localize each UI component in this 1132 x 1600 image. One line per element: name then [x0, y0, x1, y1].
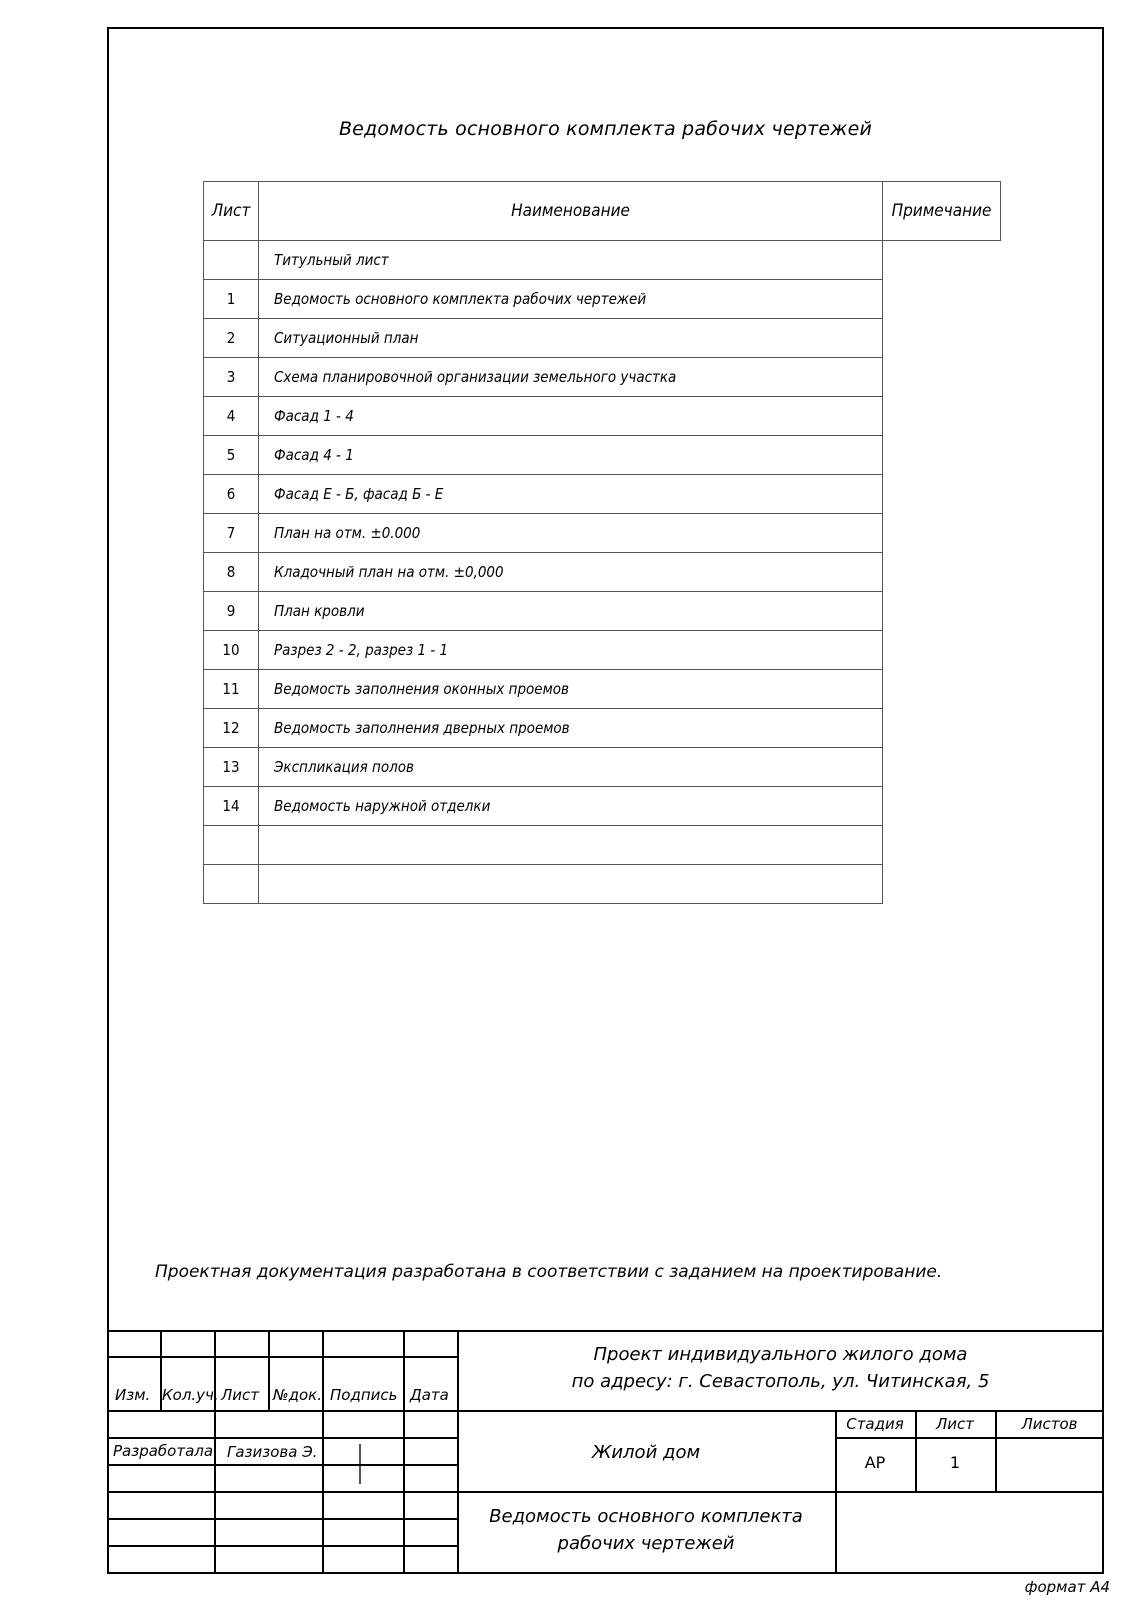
table-header-row — [204, 182, 1001, 241]
header-sheet: Лист — [204, 182, 259, 241]
project-title-line1: Проект индивидуального жилого дома — [593, 1344, 968, 1365]
row-sheet-name: Разрез 2 - 2, разрез 1 - 1 — [259, 631, 883, 670]
row-sheet-name: Фасад 1 - 4 — [259, 397, 883, 436]
doc-name-line1: Ведомость основного комплекта — [489, 1506, 803, 1527]
row-sheet-number: 14 — [204, 787, 259, 826]
row-sheet-number: 3 — [204, 358, 259, 397]
table-row — [204, 787, 1001, 826]
row-sheet-name — [259, 826, 883, 865]
row-sheet-number: 9 — [204, 592, 259, 631]
row-sheet-number: 6 — [204, 475, 259, 514]
stamp-col-docnum: №док. — [273, 1386, 322, 1404]
row-sheet-number: 4 — [204, 397, 259, 436]
row-sheet-name: Фасад Е - Б, фасад Б - Е — [259, 475, 883, 514]
row-sheet-name: Ситуационный план — [259, 319, 883, 358]
header-note: Примечание — [883, 182, 1001, 241]
table-row — [204, 514, 1001, 553]
row-sheet-name: Кладочный план на отм. ±0,000 — [259, 553, 883, 592]
row-sheet-name: Ведомость наружной отделки — [259, 787, 883, 826]
stamp-col-signature: Подпись — [330, 1386, 398, 1404]
row-sheet-number — [204, 865, 259, 904]
table-row — [204, 436, 1001, 475]
sheets-label: Листов — [1021, 1415, 1078, 1433]
sheet-label: Лист — [935, 1415, 974, 1433]
compliance-note: Проектная документация разработана в соответствии с заданием на проектирование. — [155, 1262, 943, 1282]
sheet-value: 1 — [949, 1453, 961, 1472]
doc-name-line2: рабочих чертежей — [557, 1533, 735, 1554]
row-sheet-number: 1 — [204, 280, 259, 319]
row-sheet-number: 12 — [204, 709, 259, 748]
table-row — [204, 631, 1001, 670]
row-sheet-number — [204, 826, 259, 865]
table-row — [204, 397, 1001, 436]
row-sheet-name: Ведомость заполнения дверных проемов — [259, 709, 883, 748]
building-name: Жилой дом — [591, 1442, 701, 1463]
format-label: формат А4 — [1024, 1578, 1110, 1596]
document-title: Ведомость основного комплекта рабочих чертежей — [338, 118, 873, 140]
stage-value: АР — [864, 1453, 886, 1472]
row-sheet-number: 2 — [204, 319, 259, 358]
row-sheet-name: Схема планировочной организации земельного участка — [259, 358, 883, 397]
stamp-col-sheet: Лист — [221, 1386, 260, 1404]
row-sheet-number: 10 — [204, 631, 259, 670]
table-row — [204, 709, 1001, 748]
row-sheet-name: Ведомость заполнения оконных проемов — [259, 670, 883, 709]
row-sheet-name: План кровли — [259, 592, 883, 631]
developer-name: Газизова Э. — [227, 1443, 318, 1461]
title-block — [107, 1330, 1104, 1574]
table-row — [204, 475, 1001, 514]
stamp-col-change: Изм. — [115, 1386, 151, 1404]
header-name: Наименование — [259, 182, 883, 241]
row-sheet-number: 5 — [204, 436, 259, 475]
table-row — [204, 826, 1001, 865]
row-sheet-number: 13 — [204, 748, 259, 787]
drawings-register-table — [203, 181, 1001, 904]
table-row — [204, 865, 1001, 904]
table-row — [204, 748, 1001, 787]
table-row — [204, 280, 1001, 319]
row-sheet-number: 8 — [204, 553, 259, 592]
row-sheet-name: План на отм. ±0.000 — [259, 514, 883, 553]
table-row — [204, 553, 1001, 592]
table-row — [204, 358, 1001, 397]
row-sheet-name: Ведомость основного комплекта рабочих чертежей — [259, 280, 883, 319]
table-row — [204, 319, 1001, 358]
row-sheet-name — [259, 865, 883, 904]
developed-by-label: Разработала — [113, 1442, 214, 1460]
table-row — [204, 670, 1001, 709]
row-sheet-number: 11 — [204, 670, 259, 709]
row-sheet-number — [204, 241, 259, 280]
table-row — [204, 592, 1001, 631]
row-sheet-name: Титульный лист — [259, 241, 883, 280]
stamp-col-date: Дата — [410, 1386, 449, 1404]
row-sheet-number: 7 — [204, 514, 259, 553]
project-title-line2: по адресу: г. Севастополь, ул. Читинская, 5 — [571, 1371, 990, 1392]
table-row — [204, 241, 1001, 280]
stage-label: Стадия — [846, 1415, 904, 1433]
row-sheet-name: Экспликация полов — [259, 748, 883, 787]
stamp-col-count: Кол.уч. — [162, 1386, 219, 1404]
row-sheet-name: Фасад 4 - 1 — [259, 436, 883, 475]
